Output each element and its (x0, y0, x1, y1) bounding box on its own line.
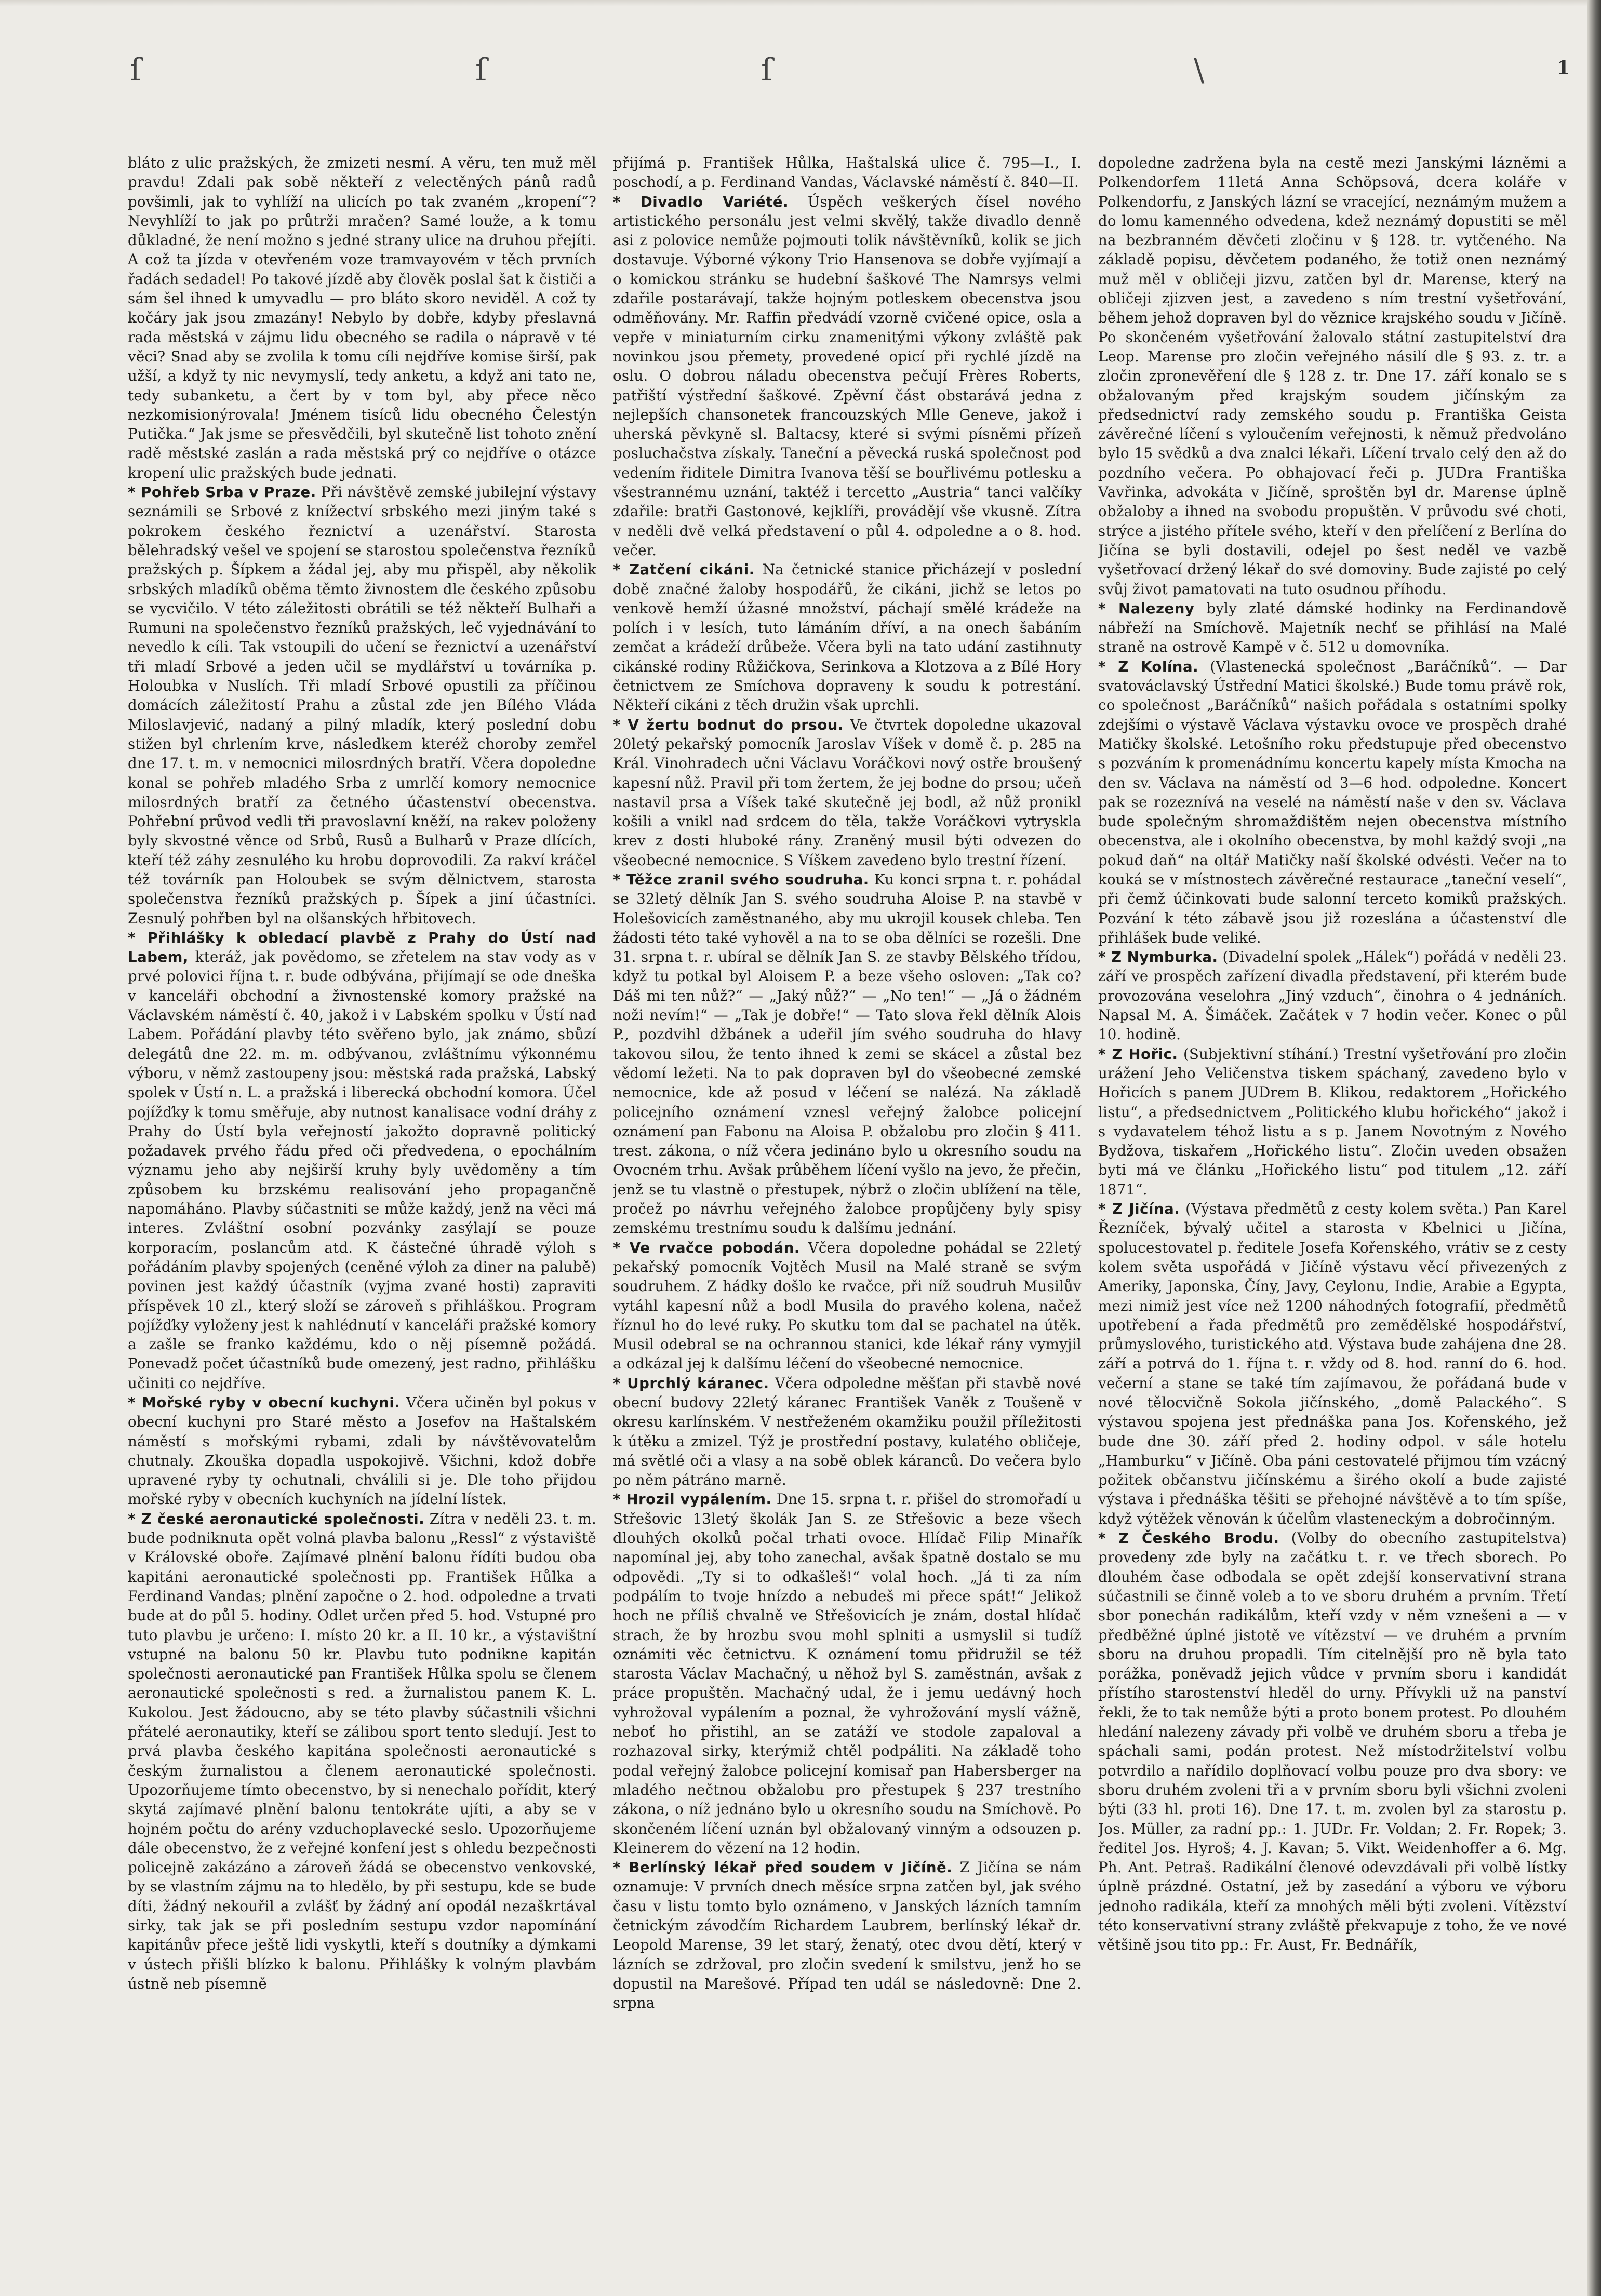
article-heading: * Uprchlý káranec. (613, 1374, 769, 1392)
article-paragraph (613, 1374, 1082, 1490)
article-heading: * Zatčení cikáni. (613, 561, 755, 579)
article-text: Včera učiněn byl pokus v obecní kuchyni pro Staré město a Josefov na Haštalském náměstí s mořskými rybami, zdali by návštěvovatelům chutnaly. Zkouška dopadla uspokojivě. Všichni, kdož dobře upravené ryby ty ochutnali, chválili si je. Dle toho přijdou mořské ryby v obecních kuchyních na jídelní lístek. (128, 1394, 596, 1508)
article-paragraph (128, 482, 596, 928)
scan-top-shadow (0, 0, 1587, 6)
article-paragraph (613, 715, 1082, 870)
article-text: (Divadelní spolek „Hálek“) pořádá v neděli 23. září ve prospěch zařízení divadla představení, při kterém bude provozována veselohra „Jiný vzduch“, činohra o 4 jednáních. Napsal M. A. Šimáček. Začátek v 7 hodin večer. Konec o půl 10. hodině. (1098, 948, 1567, 1043)
article-paragraph (128, 928, 596, 1393)
article-paragraph (1098, 1199, 1567, 1528)
margin-mark: ſ (475, 52, 487, 88)
article-text: Dne 15. srpna t. r. přišel do stromořadí u Střešovic 13letý školák Jan S. ze Střešovic a beze všech dlouhých okolků počal trhati ovoce. Hlídač Filip Minařík napomínal jej, aby toho zanechal, avšak špatně dostalo se mu odpovědi. „Ty si to odkašleš!“ volal hoch. „Já ti za ním podpálím to tvoje hnízdo a nebudeš mi přece spát!“ Jelikož hoch ne příliš chvalně ve Střešovicích je znám, dostal hlídač strach, že by hrozbu svou mohl splniti a usmyslil si tudíž oznámiti věc četnictvu. K oznámení tomu přidružil se též starosta Václav Machačný, u něhož byl S. zaměstnán, avšak z práce propuštěn. Machačný udal, že i jemu uedávný hoch vyhrožoval vypálením a poznal, že vyhrožování myslí vážně, neboť ho přistihl, an se zatáží ve stodole zapaloval a rozhazoval sirky, kterýmiž chtěl podpáliti. Na základě toho podal veřejný žalobce policejní komisař pan Habersberger na mladého nečtnou obžalobu pro přestupek § 237 trestního zákona, o níž jednáno bylo u okresního soudu na Smíchově. Po skončeném líčení uznán byl obžalovaný vinným a odsouzen p. Kleinerem do vězení na 12 hodin. (613, 1491, 1082, 1857)
article-heading: * Ve rvačce pobodán. (613, 1239, 800, 1256)
article-text: Zítra v neděli 23. t. m. bude podniknuta opět volná plavba balonu „Ressl“ z výstaviště v Královské oboře. Zajímavé plnění balonu řídíti budou oba kapitáni aeronautické společnosti pp. František Hůlka a Ferdinand Vandas; plnění započne o 2. hod. odpoledne a trvati bude at do půl 5. hodiny. Odlet určen před 5. hod. Vstupné pro tuto plavbu je určeno: I. místo 20 kr. a II. 10 kr., a výstavištní vstupné na balonu 50 kr. Plavbu tuto podnikne kapitán společnosti aeronautické pan František Hůlka spolu se členem aeronautické společnosti s red. a žurnalistou panem K. L. Kukolou. Jest žádoucno, aby se této plavby súčastnili všichni přátelé aeronautiky, kteří se zálibou sport tento sledují. Jest to prvá plavba českého kapitána společnosti aeronautické s českým žurnalistou a členem aeronautické společnosti. Upozorňujeme tímto obecenstvo, by si nenechalo pořídit, který skytá zajímavé plnění balonu tentokráte ujíti, a aby se v hojném počtu do arény vzduchoplavecké seslo. Upozorňujeme dále obecenstvo, že z veřejné konfení jest s ohledu bezpečnosti policejně zakázáno a zároveň žádá se obecenstvo venkovské, by se vlastním zájmu na to hledělo, by při sestupu, kde se bude díti, žádný nekouřil a zvlášť by žádný aní opodál nezaškrtával sirky, tak jak se při posledním sestupu vzdor napomínání kapitánův přece ještě lidi vyskytli, kteří s doutníky a dýmkami v ústech přišli blízko k balonu. Přihlášky k volným plavbám ústně neb písemně (128, 1510, 596, 1992)
article-heading: * Z Jičína. (1098, 1200, 1180, 1218)
article-text: Úspěch veškerých čísel nového artistického personálu jest velmi skvělý, takže divadlo denně asi z polovice nemůže pojmouti tolik návštěvníků, kolik se jich dostavuje. Výborné výkony Trio Hansenova se dobře vyjímají a o komickou stránku se hudební šaškové The Namrsys velmi zdařile postarávají, takže hojným potleskem obecenstva jsou odměňovány. Mr. Raffin předvádí vzorně cvičené opice, osla a vepře v miniaturním cirku znamenitými výkony zvláště pak novinkou jsou přemety, provedené opicí při rychlé jízdě na oslu. O dobrou náladu obecenstva pečují Frères Roberts, patřiští výstřední šaškové. Zpěvní část obstarává jedna z nejlepších chansonetek francouzských Mlle Geneve, jakož i uherská pěvkyně sl. Baltacsy, které si svými písněmi přízeň posluchačstva získaly. Taneční a pěvecká ruská společnost pod vedením řiditele Dimitra Ivanova těší se bouřlivému potlesku a všestrannému uznání, taktéž i tercetto „Austria“ tanci valčíky zdařile: bratři Gastonové, kejklíři, provádějí vše vkusně. Zítra v neděli dvě velká představení o půl 4. odpoledne a o 8. hod. večer. (613, 193, 1082, 559)
article-text: Včera odpoledne měšťan při stavbě nové obecní budovy 22letý káranec František Vaněk z Toušeně v okresu karlínském. V nestřeženém okamžiku použil příležitosti k útěku a zmizel. Týž je prostřední postavy, kulatého obličeje, má světlé oči a vlasy a na sobě oblek káranců. Do večera bylo po něm pátráno marně. (613, 1374, 1082, 1489)
article-paragraph (128, 1393, 596, 1509)
article-paragraph (1098, 599, 1567, 657)
article-text: Z Jičína se nám oznamuje: V prvních dnech měsíce srpna zatčen byl, jak svého času v listu tomto bylo oznámeno, v Janských lázních tamním četnickým závodčím Richardem Laubrem, berlínský lékař dr. Leopold Marense, 39 let starý, ženatý, otec dvou dětí, který v lázních se zdržoval, pro zločin svedení k smilstvu, jenž ho se dopustil na Marešové. Případ ten udál se následovně: Dne 2. srpna (613, 1859, 1082, 2012)
article-heading: * Berlínský lékař před soudem v Jičíně. (613, 1859, 953, 1876)
article-heading: * Z Českého Brodu. (1098, 1529, 1279, 1547)
column-3 (1098, 153, 1567, 2288)
article-text: Ve čtvrtek dopoledne ukazoval 20letý pekařský pomocník Jaroslav Víšek v domě č. p. 285 na Král. Vinohradech učni Václavu Voráčkovi nový ostře broušený kapesní nůž. Pravil při tom žertem, že jej bodne do prsou; učeň nastavil prsa a Víšek také skutečně jej bodl, až nůž pronikl košili a vnikl nad srdcem do těla, takže Voráčkovi vytryskla krev z dosti hluboké rány. Zraněný musil býti odvezen do všeobecné nemocnice. S Víškem zavedeno bylo trestní řízení. (613, 716, 1082, 869)
article-text: Včera dopoledne pohádal se 22letý pekařský pomocník Vojtěch Musil na Malé straně se svým soudruhem. Z hádky došlo ke rvačce, při níž soudruh Musilův vytáhl kapesní nůž a bodl Musila do pravého kolena, načež říznul ho do levé ruky. Po skutku tom dal se pachatel na útěk. Musil odebral se na ochrannou stanici, kde lékař rány vymyjil a odkázal jej k dalšímu léčení do všeobecné nemocnice. (613, 1239, 1082, 1373)
article-heading: * Přihlášky k obledací plavbě z Prahy do Ústí nad Labem, (128, 929, 596, 966)
article-text: (Výstava předmětů z cesty kolem světa.) Pan Karel Řezníček, bývalý učitel a starosta v Kbelnici u Jičína, spolucestovatel p. ředitele Josefa Kořenského, vrátiv se z cesty kolem světa uspořádá v Jičíně výstavu věcí přivezených z Ameriky, Japonska, Číny, Javy, Ceylonu, Indie, Arabie a Egypta, mezi nimiž jest více než 1200 náhodných fotografií, předmětů upotřebení a řada předmětů pro zemědělské hospodářství, průmyslového, turistického atd. Výstava bude zahájena dne 28. září a potrvá do 1. října t. r. vždy od 8. hod. ranní do 6. hod. večerní a stane se také tím zajímavou, že pořádaná bude v nové tělocvičně Sokola jičínského, „domě Palackého“. S výstavou spojena jest přednáška pana Jos. Kořenského, jež bude dne 30. září před 2. hodiny odpol. v sále hotelu „Hamburku“ v Jičíně. Oba páni cestovatelé přijmou tím vzácný požitek občanstvu jičínskému a širého okolí a bude zajisté výstava i přednáška těšiti se přehojné návštěvě a to tím spíše, když výtěžek věnován k účelům vlasteneckým a dobročinným. (1098, 1200, 1567, 1527)
article-text: Na četnické stanice přicházejí v poslední době značné žaloby hospodářů, že cikáni, jichž se letos po venkově hemží úžasné množství, páchají smělé krádeže na polích i v lesích, tuto lámáním dříví, a na onech šabáním zemčat a krádeží drůbeže. Včera byli na tato udání zastihnuty cikánské rodiny Růžičkova, Serinkova a Klotzova a z Bílé Hory četnictvem ze Smíchova dopraveny k soudu k potrestání. Někteří cikáni z těch družin však uprchli. (613, 561, 1082, 714)
article-text: přijímá p. František Hůlka, Haštalská ulice č. 795—I., I. poschodí, a p. Ferdinand Vandas, Václavské náměstí č. 840—II. (613, 154, 1082, 191)
article-heading: * Hrozil vypálením. (613, 1491, 772, 1508)
article-paragraph (613, 1238, 1082, 1374)
article-paragraph (1098, 153, 1567, 599)
margin-mark: ſ (130, 52, 142, 88)
article-text: bláto z ulic pražských, že zmizeti nesmí. A věru, ten muž měl pravdu! Zdali pak sobě někteří z velectěných pánů radů povšimli, jak to vyhlíží na ulicích po tak zvaném „kropení“? Nevyhlíží to jak po průtrži mračen? Samé louže, a k tomu důkladné, že není možno s jedné strany ulice na druhou přejíti. A což ta jízda v otevřeném voze tramvayovém v těch prvních řadách sedadel! Po takové jízdě aby člověk poslal šat k čističi a sám šel ihned k umyvadlu — pro bláto skoro neviděl. A což ty kočáry jak jsou zmazány! Nebylo by dobře, kdyby přeslavná rada městská v zájmu lidu obecného se radila o nápravě v té věci? Snad aby se zvolila k tomu cíli nejdříve komise širší, pak užší, a když ty nic nevymyslí, tedy anketu, a když ani tato ne, tedy subanketu, a čert by v tom byl, aby přece něco nezkomisionýrovala! Jménem tisíců lidu obecného Čelestýn Putička.“ Jak jsme se přesvědčili, byl skutečně list tohoto znění radě městské zaslán a rada městská prý co nejdříve o otázce kropení ulic pražských bude jednati. (128, 154, 596, 481)
article-heading: * Těžce zranil svého soudruha. (613, 870, 869, 888)
page-corner-marker: 1 (1556, 57, 1570, 79)
article-text: Při návštěvě zemské jubilejní výstavy seznámili se Srbové z knížectví srbského mezi jiným také s pokrokem českého řeznictví a uzenářství. Starosta bělehradský vešel ve spojení se starostou společenstva řezníků pražských p. Šípkem a žádal jej, aby mu přispěl, aby několik srbských mladíků oběma těmto živnostem dle českého způsobu se vycvičilo. V této záležitosti obrátili se též někteří Bulhaři a Rumuni na společenstvo řezníků pražských, leč vyjednávání to nevedlo k cíli. Tak vstoupili do učení se řeznictví a uzenářství tři mladí Srbové a jeden učil se mydlářství u továrníka p. Holoubka v Nuslích. Tři mladí Srbové opustili za příčinou domácích záležitostí Prahu a zůstal zde jen Bílého Vláda Miloslavjević, nadaný a pilný mladík, který poslední dobu stižen byl chrlením krve, následkem kteréž choroby zemřel dne 17. t. m. v nemocnici milosrdných bratří. Včera dopoledne konal se pohřeb mladého Srba z umrlčí komory nemocnice milosrdných bratří za četného účastenství obecenstva. Pohřební průvod vedli tři pravoslavní kněží, na rakev položeny byly skvostné věnce od Srbů, Rusů a Bulharů v Praze dlících, kteří též záhy zesnulého ku hrobu doprovodili. Za rakví kráčel též továrník pan Holoubek se svým dělnictvem, starosta společenstva řezníků pražských p. Šípek a jiní účastníci. Zesnulý pohřben byl na olšanských hřbitovech. (128, 484, 596, 927)
article-heading: * Pohřeb Srba v Praze. (128, 484, 316, 501)
margin-mark: ſ (761, 52, 773, 88)
article-paragraph (1098, 657, 1567, 947)
column-1 (128, 153, 596, 2288)
margin-mark: \ (1194, 52, 1205, 88)
article-text: kteráž, jak povědomo, se zřetelem na stav vody as v prvé polovici října t. r. bude odbývána, přijímají se ode dneška v kanceláři obchodní a živnostenské komory pražské na Václavském náměstí č. 40, jakož i v Labském spolku v Ústí nad Labem. Pořádání plavby této svěřeno bylo, jak známo, sbůzí delegátů dne 22. m. m. odbývanou, zvláštnímu výkonnému výboru, v němž zastoupeny jsou: městská rada pražská, Labský spolek v Ústí n. L. a pražská i liberecká obchodní komora. Účel pojížďky k tomu směřuje, aby nutnost kanalisace vodní dráhy z Prahy do Ústí byla veřejností jakožto dopravně politický požadavek prvého řádu před oči předvedena, o epochálním významu jeho aby nejširší kruhy byly uvědoměny a tím způsobem ku brzskému realisování jeho propagančně napomáháno. Plavby súčastniti se může každý, jenž na věci má interes. Zvláštní osobní pozvánky zasýlají se pouze korporacím, poslancům atd. K částečné úhradě výloh s pořádáním plavby spojených (ceněné výloh za diner na palubě) povinen jest každý účastník (vyjma zvané hosti) zapraviti příspěvek 10 zl., který složí se zároveň s přihláškou. Program pojížďky vyloženy jest k nahlédnutí v kanceláři pražské komory a zašle se franko každému, kdo o něj písemně požádá. Ponevadž počet účastníků bude omezený, jest radno, přihlášku učiniti co nejdříve. (128, 948, 596, 1392)
article-text: byly zlaté dámské hodinky na Ferdinandově nábřeží na Smíchově. Majetník nechť se přihlásí na Malé straně na ostrově Kampě v č. 512 u domovníka. (1098, 599, 1567, 656)
article-paragraph (128, 153, 596, 482)
article-paragraph (128, 1509, 596, 1993)
article-text: dopoledne zadržena byla na cestě mezi Janskými lázněmi a Polkendorfem 11letá Anna Schöpsová, dcera koláře v Polkendorfu, z Janských lázní se vracející, neznámým mužem a do lomu kamenného odvedena, kdež neznámý dopustiti se měl na bezbranném děvčeti zločinu v § 128. tr. vytčeného. Na základě popisu, děvčetem podaného, že totiž onen neznámý muž měl v obličeji jizvu, zatčen byl dr. Marense, který na obličeji zjizven jest, a zavedeno s ním trestní vyšetřování, během jehož dopraven byl do věznice krajského soudu v Jičíně. Po skončeném vyšetřování žalovalo státní zastupitelství dra Leop. Marense pro zločin veřejného násilí dle § 93. z. tr. a zločin zpronevěření dle § 128 z. tr. Dne 17. září konalo se s obžalovaným před krajským soudem jičínským za předsednictví rady zemského soudu p. Františka Geista závěrečné líčení s vyloučením veřejnosti, k němuž předvoláno bylo 15 svědků a dva znalci lékaři. Líčení trvalo celý den až do pozdního večera. Po obhajovací řeči p. JUDra Františka Vavřinka, advokáta v Jičíně, sproštěn byl dr. Marense úplně obžaloby a ihned na svobodu propuštěn. V průvodu své choti, strýce a jistého přítele svého, kteří v den přelíčení z Berlína do Jičína se byli dostavili, odejel po šest neděl ve vazbě vyšetřovací držený lékař do své domoviny. Bude zajisté po celý svůj život pamatovati na tuto osudnou příhodu. (1098, 154, 1567, 598)
article-heading: * Z Kolína. (1098, 657, 1199, 675)
article-text: (Vlastenecká společnost „Baráčníků“. — Dar svatováclavský Ústřední Matici školské.) Bude tomu právě rok, co společnost „Baráčníků“ našich pořádala s ostatními spolky zdejšími o výstavě Václava výstavku ovoce ve prospěch drahé Matičky školské. Letošního roku předstupuje před obecenstvo s pozváním k promenádnímu koncertu kapely místa Kmocha na den sv. Václava na náměstí od 3—6 hod. odpoledne. Koncert pak se rozeznívá na veselé na náměstí naše v den sv. Václava bude společným shromaždištěm nejen obecenstva místního obecenstva, ale i okolního obecenstva, by mohl každý svoji „na pokud daň“ na oltář Matičky naší školské odvésti. Večer na to kouká se v místnostech závěrečné restaurace „taneční veselí“, při čemž účinkovati bude salonní terceto komiků pražských. Pozvání k této zábavě jsou již rozeslána a účastenství dle přihlášek bude veliké. (1098, 657, 1567, 946)
article-paragraph (613, 192, 1082, 560)
article-paragraph (613, 1489, 1082, 1858)
column-2 (613, 153, 1082, 2288)
article-heading: * Nalezeny (1098, 599, 1195, 617)
article-heading: * Z české aeronautické společnosti. (128, 1510, 425, 1527)
article-paragraph (613, 153, 1082, 192)
article-text: (Subjektivní stíhání.) Trestní vyšetřování pro zločin urážení Jeho Veličenstva tiskem spáchaný, zavedeno bylo v Hořicích s panem JUDrem B. Klikou, redaktorem „Hořického listu“, a předsednictvem „Politického klubu hořického“ jakož i s vydavatelem téhož listu a s p. Janem Novotným z Nového Bydžova, tiskařem „Hořického listu“. Zločin uveden obsažen byti má ve článku „Hořického listu“ pod titulem „12. září 1871“. (1098, 1045, 1567, 1198)
article-heading: * Divadlo Variété. (613, 193, 789, 210)
article-paragraph (613, 560, 1082, 715)
article-text: Ku konci srpna t. r. pohádal se 32letý dělník Jan S. svého soudruha Aloise P. na stavbě v Holešovicích zaměstnaného, aby mu ukrojil kousek chleba. Ten žádosti této také vyhověl a na to se oba dělníci se rozešli. Dne 31. srpna t. r. ubíral se dělník Jan S. ze stavby Bělského třídou, když tu potkal byl Aloisem P. a beze všeho osloven: „Tak co? Dáš mi ten nůž?“ — „Jaký nůž?“ — „No ten!“ — „Já o žádném noži nevím!“ — „Tak je dobře!“ — Tato slova řekl dělník Alois P., pozdvihl džbánek a udeřil jím svého soudruha do hlavy takovou silou, že tento ihned k zemi se skácel a zůstal bez vědomí ležeti. Na to pak dopraven byl do všeobecné zemské nemocnice, kde až posud v léčení se nalézá. Na základě policejního oznámení vznesl veřejný žalobce policejní oznámení pan Fabonu na Aloisa P. obžalobu pro zločin § 411. trest. zákona, o níž včera jedináno bylo u okresního soudu na Ovocném trhu. Avšak průběhem líčení vyšlo na jevo, že přečin, jenž se tu vlastně o přestupek, nýbrž o zločin ublížení na těle, pročež po návrhu veřejného žalobce propůjčeny byly spisy zemskému trestnímu soudu k dalšímu jednání. (613, 870, 1082, 1237)
article-heading: * Z Hořic. (1098, 1045, 1178, 1063)
article-paragraph (1098, 1044, 1567, 1199)
article-text: (Volby do obecního zastupitelstva) provedeny zde byly na začátku t. r. ve třech sborech. Po dlouhém čase odbodala se opět zdejší konservativní strana súčastnili se činně voleb a to ve sboru druhém a prvním. Třetí sbor ponechán radikálům, kteří vzdy v něm vznešeni a — v předběžné úplné jistotě ve vítězství — ve druhém a prvním sboru na druhou propadli. Tím citelnější pro ně byla tato porážka, poněvadž jejich vůdce v prvním sboru i kandidát přístího starostenství hleděl do urny. Přívykli už na panství řekli, že to tak nemůže býti a proto bonem protest. Po dlouhém hledání nalezeny závady při volbě ve druhém sboru a třeba je spáchali sami, podán protest. Než místodržitelství volbu potvrdilo a nařídilo doplňovací volbu pouze pro dva sbory: ve sboru druhém zvoleni tři a v prvním sboru byli všichni zvoleni býti (33 hl. proti 16). Dne 17. t. m. zvolen byl za starostu p. Jos. Müller, za radní pp.: 1. JUDr. Fr. Voldan; 2. Fr. Ropek; 3. ředitel Jos. Hyroš; 4. J. Kavan; 5. Vikt. Weidenhoffer a 6. Mg. Ph. Ant. Petraš. Radikální členové odevzdávali při volbě lístky úplně prázdné. Ostatní, jež by zasedání a výboru ve výboru jednoho radikála, kteří za mnohých měli býti zvoleni. Vítězství této konservativní strany zvláště překvapuje z toho, že ve nové většině jsou tito pp.: Fr. Aust, Fr. Bednářík, (1098, 1529, 1567, 1954)
article-paragraph (1098, 1528, 1567, 1955)
newspaper-columns (128, 153, 1567, 2288)
article-paragraph (1098, 947, 1567, 1044)
article-heading: * V žertu bodnut do prsou. (613, 716, 844, 733)
scan-right-edge (1587, 0, 1601, 2296)
article-heading: * Z Nymburka. (1098, 948, 1218, 966)
article-paragraph (613, 1858, 1082, 2012)
article-heading: * Mořské ryby v obecní kuchyni. (128, 1394, 401, 1411)
article-paragraph (613, 870, 1082, 1238)
